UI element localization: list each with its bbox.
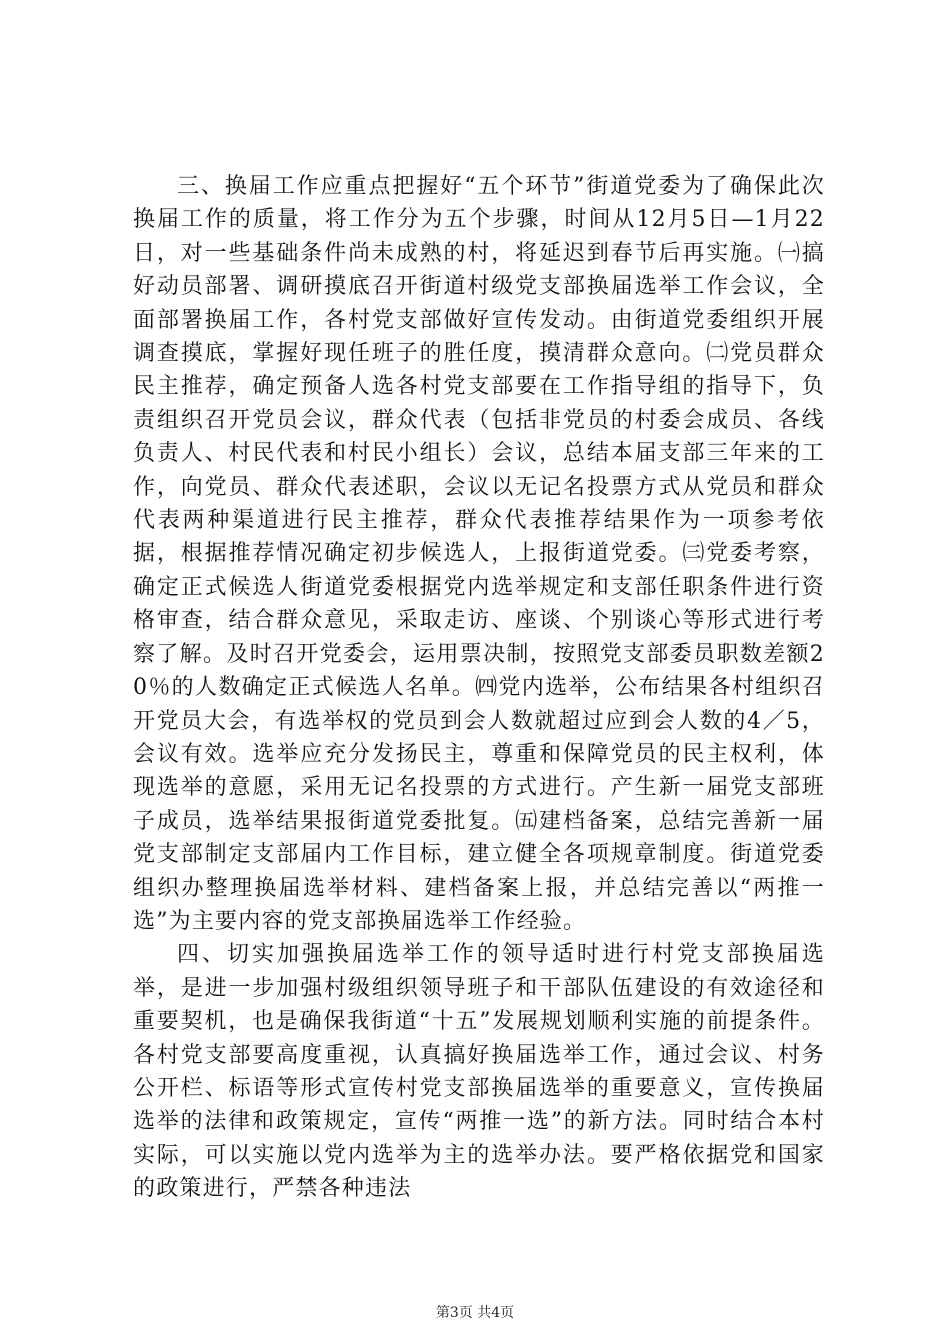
paragraph-section-four: 四、切实加强换届选举工作的领导适时进行村党支部换届选举，是进一步加强村级组织领导班子和干部队伍建设的有效途径和重要契机，也是确保我街道“十五”发展规划顺利实施的前提条件。各村党支部要高度重视，认真搞好换届选举工作，通过会议、村务公开栏、标语等形式宣传村党支部换届选举的重要意义，宣传换届选举的法律和政策规定，宣传“两推一选”的新方法。同时结合本村实际，可以实施以党内选举为主的选举办法。要严格依据党和国家的政策进行，严禁各种违法 [133, 942, 825, 1202]
document-body [133, 170, 825, 1206]
page-number-footer: 第3页 共4页 [435, 1305, 515, 1321]
paragraph-section-three: 三、换届工作应重点把握好“五个环节”街道党委为了确保此次换届工作的质量，将工作分为五个步骤，时间从12月5日—1月22日，对一些基础条件尚未成熟的村，将延迟到春节后再实施。㈠搞好动员部署、调研摸底召开街道村级党支部换届选举工作会议，全面部署换届工作，各村党支部做好宣传发动。由街道党委组织开展调查摸底，掌握好现任班子的胜任度，摸清群众意向。㈡党员群众民主推荐，确定预备人选各村党支部要在工作指导组的指导下，负责组织召开党员会议，群众代表（包括非党员的村委会成员、各线负责人、村民代表和村民小组长）会议，总结本届支部三年来的工作，向党员、群众代表述职，会议以无记名投票方式从党员和群众代表两种渠道进行民主推荐，群众代表推荐结果作为一项参考依据，根据推荐情况确定初步候选人，上报街道党委。㈢党委考察，确定正式候选人街道党委根据党内选举规定和支部任职条件进行资格审查，结合群众意见，采取走访、座谈、个别谈心等形式进行考察了解。及时召开党委会，运用票决制，按照党支部委员职数差额20％的人数确定正式候选人名单。㈣党内选举，公布结果各村组织召开党员大会，有选举权的党员到会人数就超过应到会人数的4／5，会议有效。选举应充分发扬民主，尊重和保障党员的民主权利，体现选举的意愿，采用无记名投票的方式进行。产生新一届党支部班子成员，选举结果报街道党委批复。㈤建档备案，总结完善新一届党支部制定支部届内工作目标，建立健全各项规章制度。街道党委组织办整理换届选举材料、建档备案上报，并总结完善以“两推一选”为主要内容的党支部换届选举工作经验。 [133, 174, 825, 934]
